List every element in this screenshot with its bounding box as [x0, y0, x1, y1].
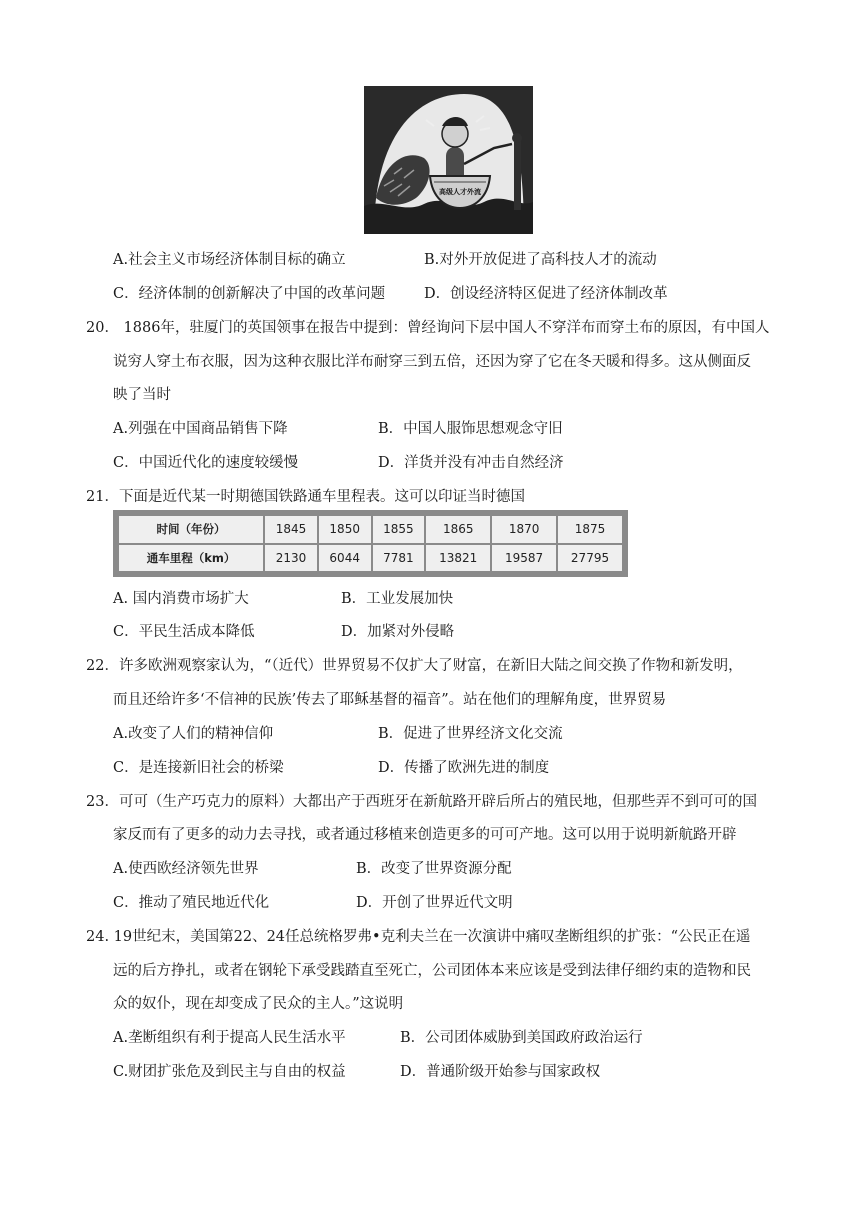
q24-option-b: B．公司团体威胁到美国政府政治运行	[400, 1030, 643, 1046]
q23-stem-line2: 家反而有了更多的动力去寻找，或者通过移植来创造更多的可可产地。这可以用于说明新航路开辟	[113, 827, 737, 843]
table-cell: 1850	[319, 516, 371, 543]
q23-option-c: C．推动了殖民地近代化	[113, 895, 270, 911]
table-header-year: 时间（年份）	[119, 516, 263, 543]
cartoon-image	[364, 86, 533, 234]
q24-stem-line3: 众的奴仆，现在却变成了民众的主人。”这说明	[113, 996, 404, 1012]
table-cell: 6044	[319, 545, 371, 572]
q20-option-b: B．中国人服饰思想观念守旧	[378, 421, 563, 437]
table-cell: 27795	[558, 545, 622, 572]
q24-stem-line2: 远的后方挣扎，或者在钢轮下承受践踏直至死亡，公司团体本来应该是受到法律仔细约束的造物和民	[113, 963, 751, 979]
q19-option-a: A.社会主义市场经济体制目标的确立	[113, 252, 346, 268]
q22-option-b: B．促进了世界经济文化交流	[378, 726, 563, 742]
q22-stem-line1: 22．许多欧洲观察家认为，“（近代）世界贸易不仅扩大了财富，在新旧大陆之间交换了作物和新发明，	[86, 658, 743, 674]
table-row	[119, 545, 622, 572]
q21-option-b: B．工业发展加快	[341, 591, 454, 607]
q21-option-d: D．加紧对外侵略	[341, 624, 455, 640]
railway-mileage-table	[113, 510, 628, 577]
q22-stem-line2: 而且还给许多‘不信神的民族’传去了耶稣基督的福音”。站在他们的理解角度，世界贸易	[113, 692, 667, 708]
q21-option-a: A. 国内消费市场扩大	[113, 591, 249, 607]
table-cell: 2130	[265, 545, 317, 572]
table-header-mileage: 通车里程（km）	[119, 545, 263, 572]
table-cell: 19587	[492, 545, 556, 572]
table-cell: 1875	[558, 516, 622, 543]
q20-stem-line2: 说穷人穿土布衣服，因为这种衣服比洋布耐穿三到五倍，还因为穿了它在冬天暖和得多。这从侧面反	[113, 354, 751, 370]
q22-option-d: D．传播了欧洲先进的制度	[378, 760, 550, 776]
q24-stem-line1: 24. 19世纪末，美国第22、24任总统格罗弗•克利夫兰在一次演讲中痛叹垄断组织的扩张：“公民正在遥	[86, 929, 751, 945]
q24-option-c: C.财团扩张危及到民主与自由的权益	[113, 1064, 346, 1080]
q20-stem-line3: 映了当时	[113, 387, 171, 403]
q19-option-c: C．经济体制的创新解决了中国的改革问题	[113, 286, 386, 302]
q24-option-a: A.垄断组织有利于提高人民生活水平	[113, 1030, 346, 1046]
table-cell: 1870	[492, 516, 556, 543]
q22-option-a: A.改变了人们的精神信仰	[113, 726, 274, 742]
q24-option-d: D．普通阶级开始参与国家政权	[400, 1064, 601, 1080]
table-cell: 1855	[373, 516, 425, 543]
q20-option-c: C．中国近代化的速度较缓慢	[113, 455, 299, 471]
q22-option-c: C．是连接新旧社会的桥梁	[113, 760, 284, 776]
q23-stem-line1: 23．可可（生产巧克力的原料）大都出产于西班牙在新航路开辟后所占的殖民地，但那些弄不到可可的国	[86, 794, 757, 810]
table-cell: 1865	[426, 516, 490, 543]
table-cell: 13821	[426, 545, 490, 572]
cartoon-caption: 高级人才外流	[439, 188, 481, 196]
q19-option-b: B.对外开放促进了高科技人才的流动	[424, 252, 657, 268]
q20-option-a: A.列强在中国商品销售下降	[113, 421, 288, 437]
q20-option-d: D．洋货并没有冲击自然经济	[378, 455, 564, 471]
table-cell: 1845	[265, 516, 317, 543]
q20-stem-line1: 20． 1886年，驻厦门的英国领事在报告中提到：曾经询问下层中国人不穿洋布而穿土布的原因，有中国人	[86, 320, 770, 336]
table-row	[119, 516, 622, 543]
table-cell: 7781	[373, 545, 425, 572]
q23-option-b: B．改变了世界资源分配	[356, 861, 512, 877]
q23-option-a: A.使西欧经济领先世界	[113, 861, 259, 877]
q21-stem-line1: 21．下面是近代某一时期德国铁路通车里程表。这可以印证当时德国	[86, 489, 525, 505]
q23-option-d: D．开创了世界近代文明	[356, 895, 513, 911]
q19-option-d: D．创设经济特区促进了经济体制改革	[424, 286, 668, 302]
q21-option-c: C．平民生活成本降低	[113, 624, 255, 640]
